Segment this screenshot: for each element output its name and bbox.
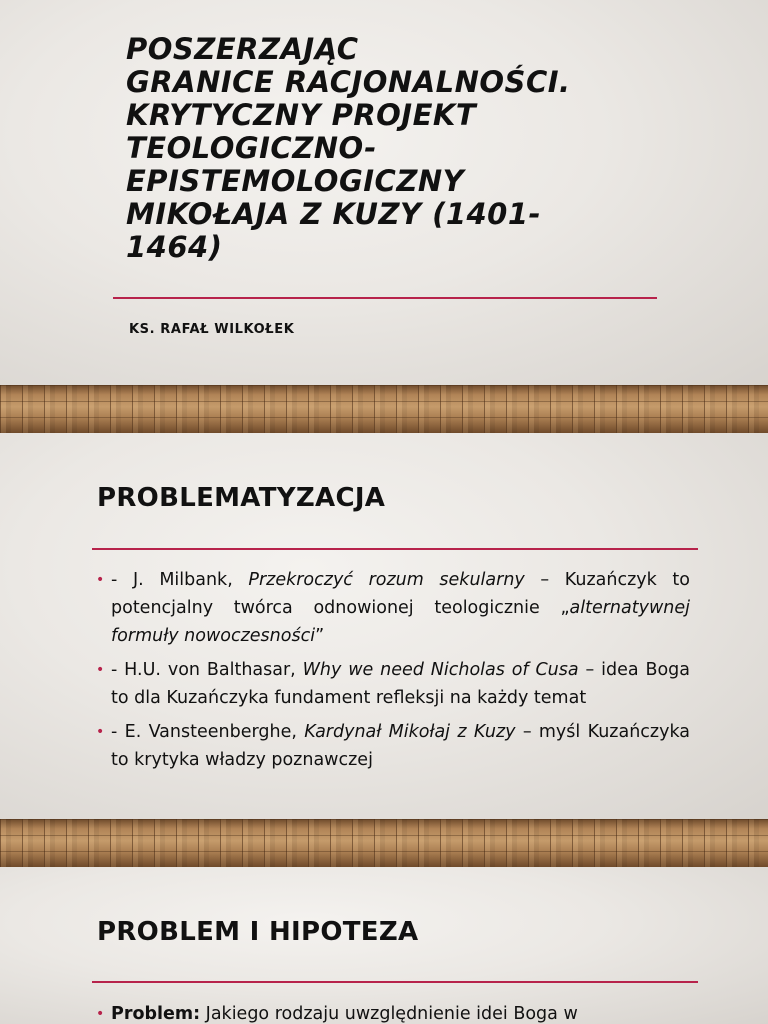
wood-floor-strip — [0, 385, 768, 433]
book-title: Przekroczyć rozum sekularny — [248, 570, 525, 590]
problematization-slide — [0, 433, 768, 819]
bullet-icon: • — [96, 572, 105, 588]
slide-heading: PROBLEM I HIPOTEZA — [97, 917, 419, 947]
bullet-list — [96, 566, 690, 780]
problem-hypothesis-slide — [0, 867, 768, 1024]
bullet-text: - J. Milbank, — [111, 570, 249, 590]
bullet-icon: • — [96, 724, 105, 740]
bullet-icon: • — [96, 1006, 105, 1022]
bullet-text: - E. Vansteenberghe, — [111, 722, 305, 742]
bullet-icon: • — [96, 662, 105, 678]
book-title: Kardynał Mikołaj z Kuzy — [304, 722, 516, 742]
quote-text: alternatywnej formuły nowoczesności — [111, 598, 690, 646]
wood-floor-strip — [0, 819, 768, 867]
title-divider — [113, 297, 657, 299]
list-item — [96, 566, 690, 650]
list-item — [96, 656, 690, 712]
bullet-text: – myśl Kuzańczyka to krytyka władzy poznawczej — [111, 722, 690, 770]
title-slide — [0, 0, 768, 385]
list-item — [96, 718, 690, 774]
list-item — [96, 1000, 690, 1024]
bullet-text: Jakiego rodzaju uwzględnienie idei Boga w — [200, 1004, 578, 1024]
bullet-text: – idea Boga to dla Kuzańczyka fundament refleksji na każdy temat — [111, 660, 690, 708]
title-line: KRYTYCZNY PROJEKT — [126, 98, 477, 132]
bullet-text: - H.U. von Balthasar, — [111, 660, 303, 680]
author-name: KS. RAFAŁ WILKOŁEK — [129, 322, 295, 337]
title-line: MIKOŁAJA Z KUZY (1401- — [126, 197, 542, 231]
heading-divider — [92, 981, 698, 983]
bullet-text: ” — [315, 626, 325, 646]
slide-heading: PROBLEMATYZACJA — [97, 483, 386, 513]
title-line: EPISTEMOLOGICZNY — [126, 164, 465, 198]
title-line: TEOLOGICZNO- — [126, 131, 377, 165]
bullet-list — [96, 1000, 690, 1024]
heading-divider — [92, 548, 698, 550]
bullet-text: – Kuzańczyk to potencjalny twórca odnowionej teologicznie „ — [111, 570, 690, 618]
presentation-title — [126, 33, 686, 264]
book-title: Why we need Nicholas of Cusa — [302, 660, 579, 680]
title-line: 1464) — [126, 230, 223, 264]
title-line: GRANICE RACJONALNOŚCI. — [126, 65, 571, 99]
bullet-label: Problem: — [111, 1004, 201, 1024]
title-line: POSZERZAJĄC — [126, 32, 359, 66]
